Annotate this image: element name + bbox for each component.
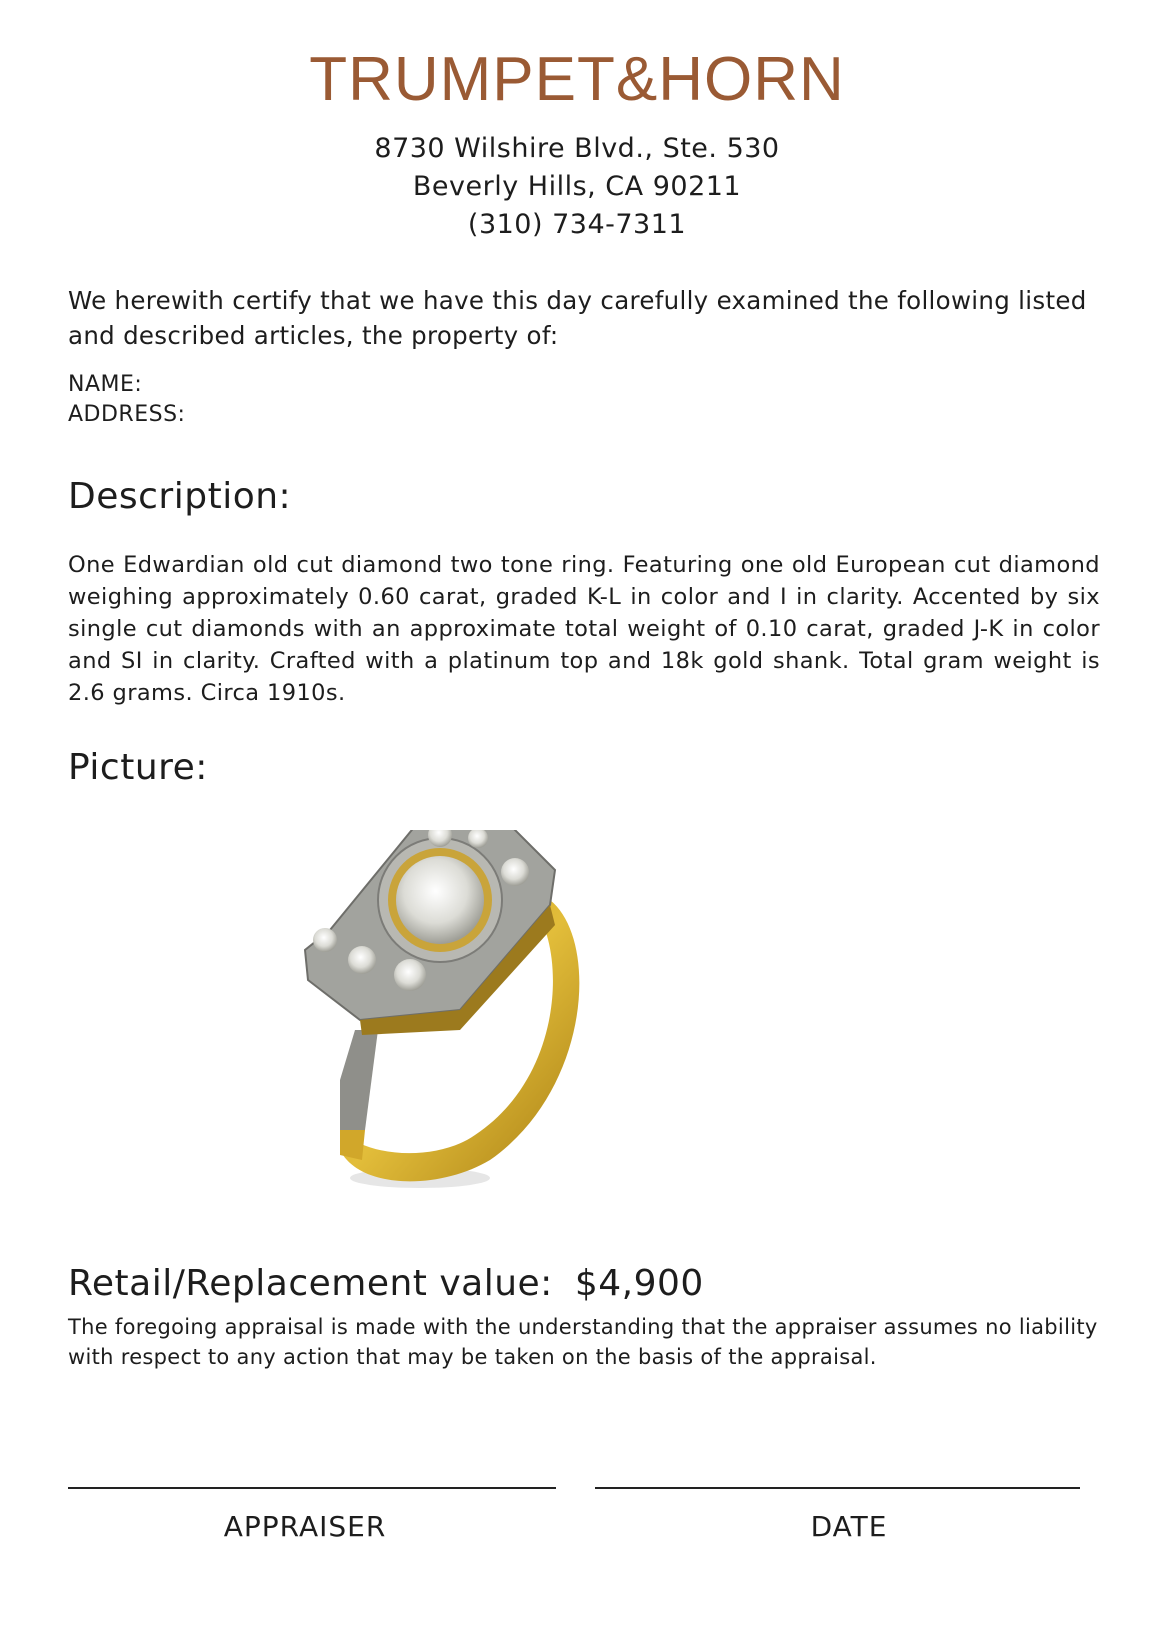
date-label: DATE (810, 1510, 888, 1543)
phone-number: (310) 734-7311 (467, 209, 687, 240)
company-logo: TRUMPET&HORN (309, 45, 845, 114)
certification-statement: We herewith certify that we have this day carefully examined the following listed and described articles, the property of: (68, 286, 1087, 350)
appraiser-label: APPRAISER (223, 1510, 387, 1543)
appraiser-signature-line (68, 1487, 556, 1489)
address-line-1: 8730 Wilshire Blvd., Ste. 530 (374, 133, 780, 164)
appraisal-disclaimer: The foregoing appraisal is made with the understanding that the appraiser assumes no liability with respect to any action that may be taken on the basis of the appraisal. (68, 1315, 1098, 1369)
date-signature-line (595, 1487, 1080, 1489)
ring-photo (300, 830, 630, 1250)
valuation-amount: $4,900 (574, 1263, 704, 1304)
valuation-row (68, 1263, 704, 1304)
company-address-block (0, 130, 1154, 244)
address-line-2: Beverly Hills, CA 90211 (412, 171, 742, 202)
description-heading: Description: (68, 476, 292, 517)
address-field-label: ADDRESS: (68, 402, 186, 427)
name-field-label: NAME: (68, 372, 143, 397)
valuation-label: Retail/Replacement value: (68, 1263, 553, 1304)
picture-heading: Picture: (68, 747, 208, 788)
description-body: One Edwardian old cut diamond two tone ring. Featuring one old European cut diamond weighing approximately 0.60 carat, graded K-L in color and I in clarity. Accented by six single cut diamonds with an approximate total weight of 0.10 carat, graded J-K in color and SI in clarity. Crafted with a platinum top and 18k gold shank. Total gram weight is 2.6 grams. Circa 1910s. (68, 552, 1100, 706)
